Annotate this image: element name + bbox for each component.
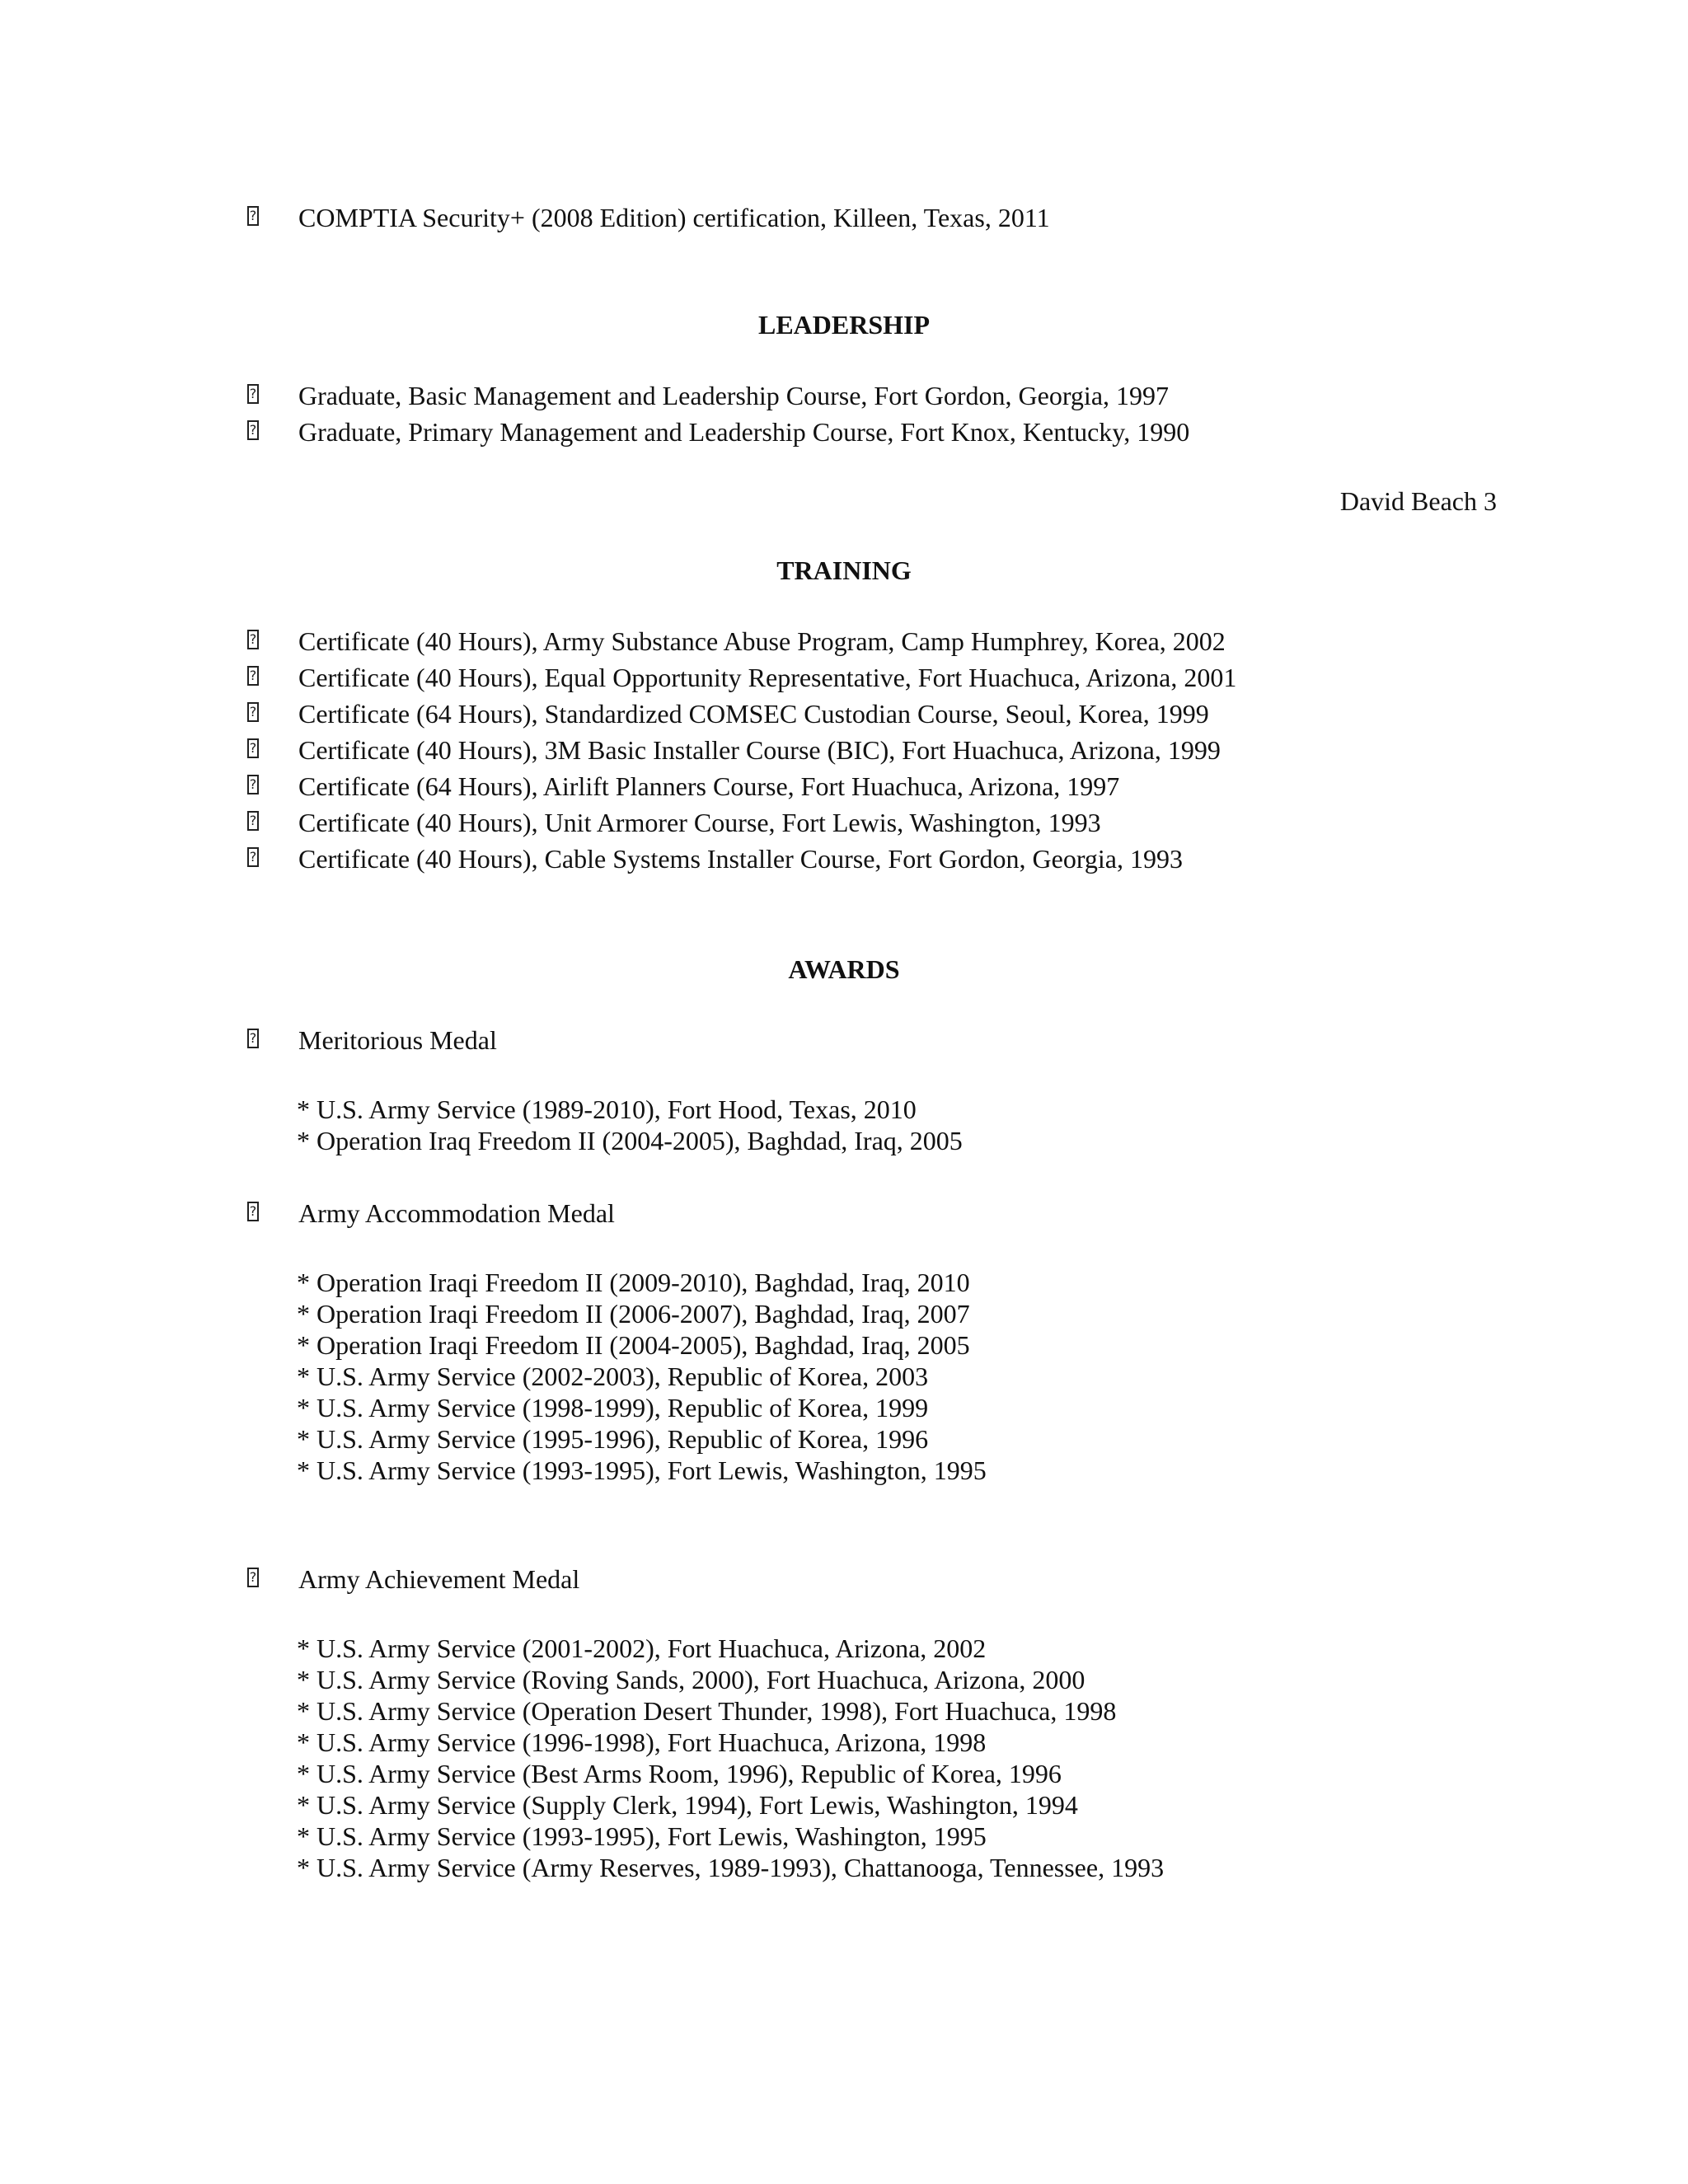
medal-name: Meritorious Medal xyxy=(298,1025,497,1055)
training-item-text: Certificate (40 Hours), Army Substance Abuse Program, Camp Humphrey, Korea, 2002 xyxy=(298,626,1226,656)
training-item-text: Certificate (40 Hours), Cable Systems Installer Course, Fort Gordon, Georgia, 1993 xyxy=(298,844,1183,874)
missing-glyph-bullet-icon: ? xyxy=(247,666,259,686)
training-item-text: Certificate (64 Hours), Airlift Planners Course, Fort Huachuca, Arizona, 1997 xyxy=(298,771,1120,801)
leadership-heading: LEADERSHIP xyxy=(757,310,931,340)
missing-glyph-bullet-icon: ? xyxy=(247,702,259,722)
medal-entry: * U.S. Army Service (Best Arms Room, 1996), Republic of Korea, 1996 xyxy=(297,1759,1062,1788)
medal-entry: * U.S. Army Service (1989-2010), Fort Hood, Texas, 2010 xyxy=(297,1094,917,1124)
leadership-item-text: Graduate, Basic Management and Leadership Course, Fort Gordon, Georgia, 1997 xyxy=(298,381,1170,410)
medal-entry: * U.S. Army Service (1993-1995), Fort Lewis, Washington, 1995 xyxy=(297,1455,987,1485)
medal-entry: * Operation Iraqi Freedom II (2009-2010), Baghdad, Iraq, 2010 xyxy=(297,1268,970,1297)
training-item-text: Certificate (64 Hours), Standardized COMSEC Custodian Course, Seoul, Korea, 1999 xyxy=(298,699,1209,729)
medal-entry: * U.S. Army Service (1993-1995), Fort Lewis, Washington, 1995 xyxy=(297,1821,987,1851)
medal-entry: * U.S. Army Service (2001-2002), Fort Huachuca, Arizona, 2002 xyxy=(297,1633,987,1663)
missing-glyph-bullet-icon: ? xyxy=(247,775,259,794)
page-header: David Beach 3 xyxy=(1339,486,1497,516)
medal-name: Army Achievement Medal xyxy=(298,1564,580,1594)
awards-heading: AWARDS xyxy=(788,954,900,984)
medal-entry: * U.S. Army Service (Operation Desert Thunder, 1998), Fort Huachuca, 1998 xyxy=(297,1696,1117,1726)
medal-entry: * U.S. Army Service (1995-1996), Republic of Korea, 1996 xyxy=(297,1424,929,1454)
medal-entry: * Operation Iraqi Freedom II (2006-2007), Baghdad, Iraq, 2007 xyxy=(297,1299,970,1329)
medal-entry: * U.S. Army Service (1996-1998), Fort Huachuca, Arizona, 1998 xyxy=(297,1727,987,1757)
training-item-text: Certificate (40 Hours), 3M Basic Installer Course (BIC), Fort Huachuca, Arizona, 1999 xyxy=(298,735,1221,765)
missing-glyph-bullet-icon: ? xyxy=(247,1568,259,1587)
training-heading: TRAINING xyxy=(776,555,912,585)
medal-entry: * U.S. Army Service (Roving Sands, 2000), Fort Huachuca, Arizona, 2000 xyxy=(297,1665,1085,1694)
leadership-item-text: Graduate, Primary Management and Leadership Course, Fort Knox, Kentucky, 1990 xyxy=(298,417,1190,447)
certification-text: COMPTIA Security+ (2008 Edition) certification, Killeen, Texas, 2011 xyxy=(298,203,1050,232)
training-item-text: Certificate (40 Hours), Equal Opportunity Representative, Fort Huachuca, Arizona, 2001 xyxy=(298,663,1237,692)
missing-glyph-bullet-icon: ? xyxy=(247,206,259,226)
missing-glyph-bullet-icon: ? xyxy=(247,420,259,440)
medal-entry: * U.S. Army Service (2002-2003), Republic of Korea, 2003 xyxy=(297,1361,929,1391)
medal-name: Army Accommodation Medal xyxy=(298,1198,615,1228)
medal-entry: * Operation Iraq Freedom II (2004-2005), Baghdad, Iraq, 2005 xyxy=(297,1126,963,1155)
missing-glyph-bullet-icon: ? xyxy=(247,1202,259,1221)
missing-glyph-bullet-icon: ? xyxy=(247,811,259,831)
medal-entry: * Operation Iraqi Freedom II (2004-2005), Baghdad, Iraq, 2005 xyxy=(297,1330,970,1360)
medal-entry: * U.S. Army Service (Supply Clerk, 1994), Fort Lewis, Washington, 1994 xyxy=(297,1790,1078,1820)
missing-glyph-bullet-icon: ? xyxy=(247,630,259,649)
training-item-text: Certificate (40 Hours), Unit Armorer Course, Fort Lewis, Washington, 1993 xyxy=(298,808,1101,837)
missing-glyph-bullet-icon: ? xyxy=(247,384,259,404)
missing-glyph-bullet-icon: ? xyxy=(247,1029,259,1048)
missing-glyph-bullet-icon: ? xyxy=(247,847,259,867)
medal-entry: * U.S. Army Service (1998-1999), Republic of Korea, 1999 xyxy=(297,1393,929,1422)
medal-entry: * U.S. Army Service (Army Reserves, 1989-1993), Chattanooga, Tennessee, 1993 xyxy=(297,1853,1165,1882)
missing-glyph-bullet-icon: ? xyxy=(247,738,259,758)
